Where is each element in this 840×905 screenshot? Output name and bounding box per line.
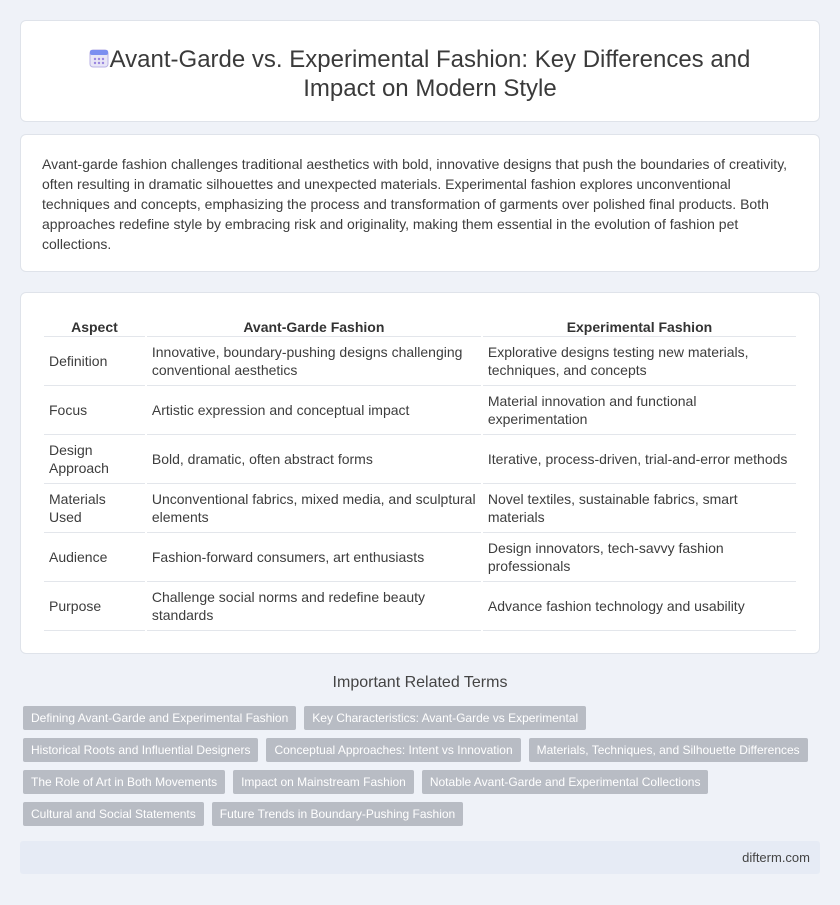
table-cell: Materials Used (44, 484, 145, 533)
related-term-tag[interactable]: Future Trends in Boundary-Pushing Fashion (212, 802, 463, 826)
comparison-table-card (20, 292, 820, 654)
related-term-tag[interactable]: Notable Avant-Garde and Experimental Collections (422, 770, 709, 794)
related-term-tag[interactable]: Defining Avant-Garde and Experimental Fashion (23, 706, 296, 730)
tag-row (23, 706, 813, 730)
table-cell: Explorative designs testing new materials, techniques, and concepts (483, 337, 796, 386)
table-cell: Unconventional fabrics, mixed media, and sculptural elements (147, 484, 481, 533)
intro-card (20, 134, 820, 272)
header-aspect: Aspect (44, 314, 145, 337)
related-terms-list (23, 706, 813, 834)
tag-row (23, 738, 813, 762)
related-term-tag[interactable]: Conceptual Approaches: Intent vs Innovation (266, 738, 520, 762)
table-row (44, 435, 796, 484)
related-term-tag[interactable]: The Role of Art in Both Movements (23, 770, 225, 794)
table-cell: Iterative, process-driven, trial-and-error methods (483, 435, 796, 484)
footer (20, 841, 820, 874)
table-cell: Audience (44, 533, 145, 582)
page-title: Avant-Garde vs. Experimental Fashion: Key Differences and Impact on Modern Style (109, 46, 751, 102)
table-row (44, 582, 796, 631)
table-cell: Challenge social norms and redefine beauty standards (147, 582, 481, 631)
table-row (44, 386, 796, 435)
footer-site-link[interactable]: difterm.com (742, 850, 810, 865)
table-cell: Novel textiles, sustainable fabrics, smart materials (483, 484, 796, 533)
table-cell: Design innovators, tech-savvy fashion professionals (483, 533, 796, 582)
related-term-tag[interactable]: Materials, Techniques, and Silhouette Differences (529, 738, 808, 762)
title-card (20, 20, 820, 122)
table-row (44, 337, 796, 386)
related-terms-heading: Important Related Terms (332, 674, 508, 691)
table-cell: Innovative, boundary-pushing designs challenging conventional aesthetics (147, 337, 481, 386)
table-cell: Design Approach (44, 435, 145, 484)
table-cell: Fashion-forward consumers, art enthusiasts (147, 533, 481, 582)
table-row (44, 484, 796, 533)
tag-row (23, 802, 813, 826)
related-term-tag[interactable]: Key Characteristics: Avant-Garde vs Experimental (304, 706, 586, 730)
table-cell: Material innovation and functional experimentation (483, 386, 796, 435)
header-experimental: Experimental Fashion (483, 314, 796, 337)
related-term-tag[interactable]: Historical Roots and Influential Designers (23, 738, 258, 762)
table-cell: Advance fashion technology and usability (483, 582, 796, 631)
table-cell: Focus (44, 386, 145, 435)
header-avant-garde: Avant-Garde Fashion (147, 314, 481, 337)
related-term-tag[interactable]: Cultural and Social Statements (23, 802, 204, 826)
comparison-table (42, 314, 798, 631)
table-cell: Artistic expression and conceptual impact (147, 386, 481, 435)
table-cell: Bold, dramatic, often abstract forms (147, 435, 481, 484)
table-cell: Purpose (44, 582, 145, 631)
intro-paragraph: Avant-garde fashion challenges traditional aesthetics with bold, innovative designs that push the boundaries of creativity, often resulting in dramatic silhouettes and unexpected materials. Experimental fashion explores unconventional techniques and concepts, emphasizing the process and transformation of garments over polished final products. Both approaches redefine style by embracing risk and originality, making them essential in the evolution of fashion pet collections. (42, 156, 788, 252)
table-header-row (44, 314, 796, 337)
tag-row (23, 770, 813, 794)
related-term-tag[interactable]: Impact on Mainstream Fashion (233, 770, 414, 794)
table-cell: Definition (44, 337, 145, 386)
table-row (44, 533, 796, 582)
